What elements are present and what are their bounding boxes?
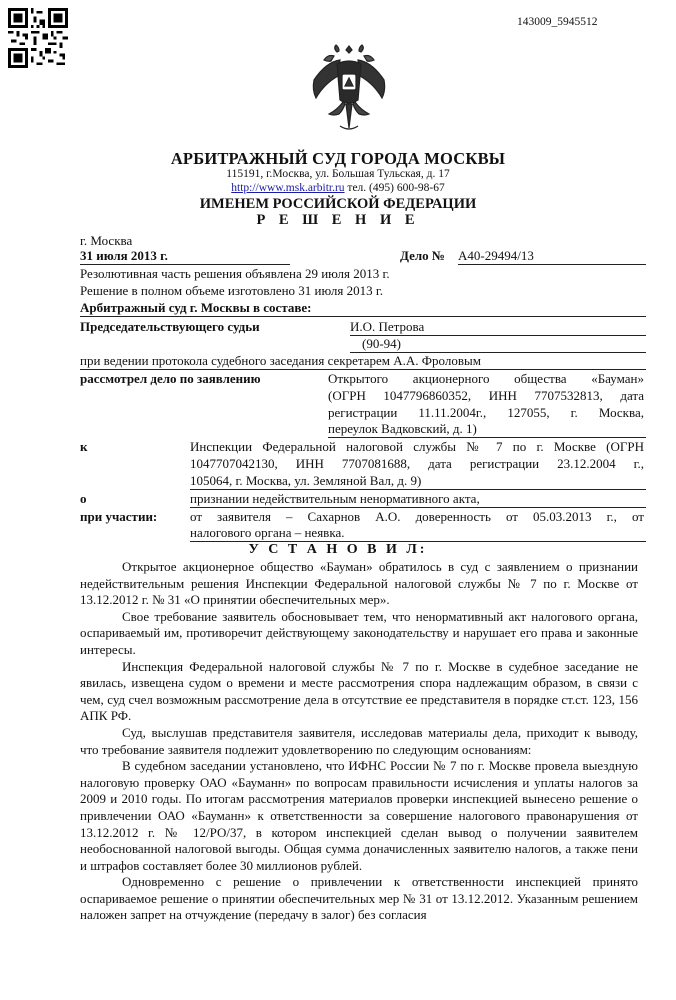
decision-title: Р Е Ш Е Н И Е xyxy=(256,212,420,228)
applicant-line: (ОГРН 1047796860352, ИНН 7707532813, дата xyxy=(328,388,644,403)
k-label: к xyxy=(80,439,88,454)
body-paragraph: Инспекция Федеральной налоговой службы № 7 по г. Москве в судебное заседание не явилась, извещена судом о времени и месте рассмотрения спора надлежащим образом, в связи с чем, суд счел возможным рассмотрение дела в отсутствие ее представителя в порядке ст.ст. 123, 156 АПК РФ. xyxy=(80,658,638,724)
respondent-line: 1047707042130, ИНН 7707081688, дата регистрации 23.12.2004 г., xyxy=(190,456,644,471)
applicant-line: переулок Вадковский, д. 1) xyxy=(328,420,646,438)
court-phone: тел. (495) 600-98-67 xyxy=(344,182,445,194)
participation-line: от заявителя – Сахарнов А.О. доверенность от 05.03.2013 г., от xyxy=(190,509,644,524)
judge-label: Председательствующего судьи xyxy=(80,319,260,334)
applicant-line: регистрации 11.11.2004г., 127055, г. Москва, xyxy=(328,405,644,420)
secretary-line: при ведении протокола судебного заседания секретарем А.А. Фроловым xyxy=(80,352,646,370)
full-decision-made: Решение в полном объеме изготовлено 31 июля 2013 г. xyxy=(80,283,383,298)
decision-body xyxy=(80,559,638,924)
considered-label: рассмотрел дело по заявлению xyxy=(80,371,261,386)
respondent-line: 105064, г. Москва, ул. Земляной Вал, д. 9) xyxy=(190,472,646,490)
coat-of-arms-icon xyxy=(310,42,388,134)
court-website-link[interactable]: http://www.msk.arbitr.ru xyxy=(231,182,345,194)
participation-label: при участии: xyxy=(80,509,158,524)
ustanovil-heading: У С Т А Н О В И Л: xyxy=(248,542,428,557)
case-number: А40-29494/13 xyxy=(458,247,646,265)
body-paragraph: В судебном заседании установлено, что ИФНС России № 7 по г. Москве провела выездную налоговую проверку ОАО «Бауманн» по вопросам правильности исчисления и уплаты налогов за 2009 и 2010 годы. По итогам рассмотрения материалов проверки инспекцией вынесено решение о привлечении ОАО «Бауманн» к ответственности за совершение налогового правонарушения от 13.12.2012 г. № 12/РО/37, в котором инспекцией сделан вывод о получении заявителем необоснованной налоговой выгоды. Общая сумма доначисленных заявителю налогов, а также пени и штрафов составляет более 30 миллионов рублей. xyxy=(80,758,638,873)
court-address: 115191, г.Москва, ул. Большая Тульская, д. 17 xyxy=(226,168,450,180)
participation-line: налогового органа – неявка. xyxy=(190,524,646,542)
o-label: о xyxy=(80,491,87,506)
applicant-line: Открытого акционерного общества «Бауман» xyxy=(328,371,644,386)
document-id: 143009_5945512 xyxy=(517,16,598,28)
court-composition: Арбитражный суд г. Москвы в составе: xyxy=(80,299,646,317)
judge-code: (90-94) xyxy=(350,335,646,353)
imenem-heading: ИМЕНЕМ РОССИЙСКОЙ ФЕДЕРАЦИИ xyxy=(199,196,477,212)
body-paragraph: Одновременно с решение о привлечении к ответственности инспекцией принято оспариваемое решение о принятии обеспечительных мер № 31 от 13.12.2012. Указанным решением наложен запрет на отчуждение (передачу в залог) без согласия xyxy=(80,874,638,923)
case-label: Дело № xyxy=(400,248,445,263)
respondent-line: Инспекции Федеральной налоговой службы № 7 по г. Москве (ОГРН xyxy=(190,439,644,454)
resolution-announced: Резолютивная часть решения объявлена 29 июля 2013 г. xyxy=(80,266,390,281)
decision-date: 31 июля 2013 г. xyxy=(80,247,290,265)
case-subject: признании недействительным ненормативного акта, xyxy=(190,490,646,508)
court-name: АРБИТРАЖНЫЙ СУД ГОРОДА МОСКВЫ xyxy=(170,149,506,168)
judge-name: И.О. Петрова xyxy=(350,318,646,336)
city: г. Москва xyxy=(80,233,133,248)
body-paragraph: Открытое акционерное общество «Бауман» обратилось в суд с заявлением о признании недействительным решения Инспекции Федеральной налоговой службы № 7 по г. Москве от 13.12.2012 г. № 31 «О принятии обеспечительных мер». xyxy=(80,559,638,608)
body-paragraph: Свое требование заявитель обосновывает тем, что ненормативный акт налогового органа, оспариваемый им, противоречит действующему законодательству и нарушает его права и законные интересы. xyxy=(80,608,638,657)
court-contacts xyxy=(0,182,676,194)
qr-code xyxy=(8,8,68,68)
body-paragraph: Суд, выслушав представителя заявителя, исследовав материалы дела, приходит к выводу, что требование заявителя подлежит удовлетворению по следующим основаниям: xyxy=(80,724,638,757)
